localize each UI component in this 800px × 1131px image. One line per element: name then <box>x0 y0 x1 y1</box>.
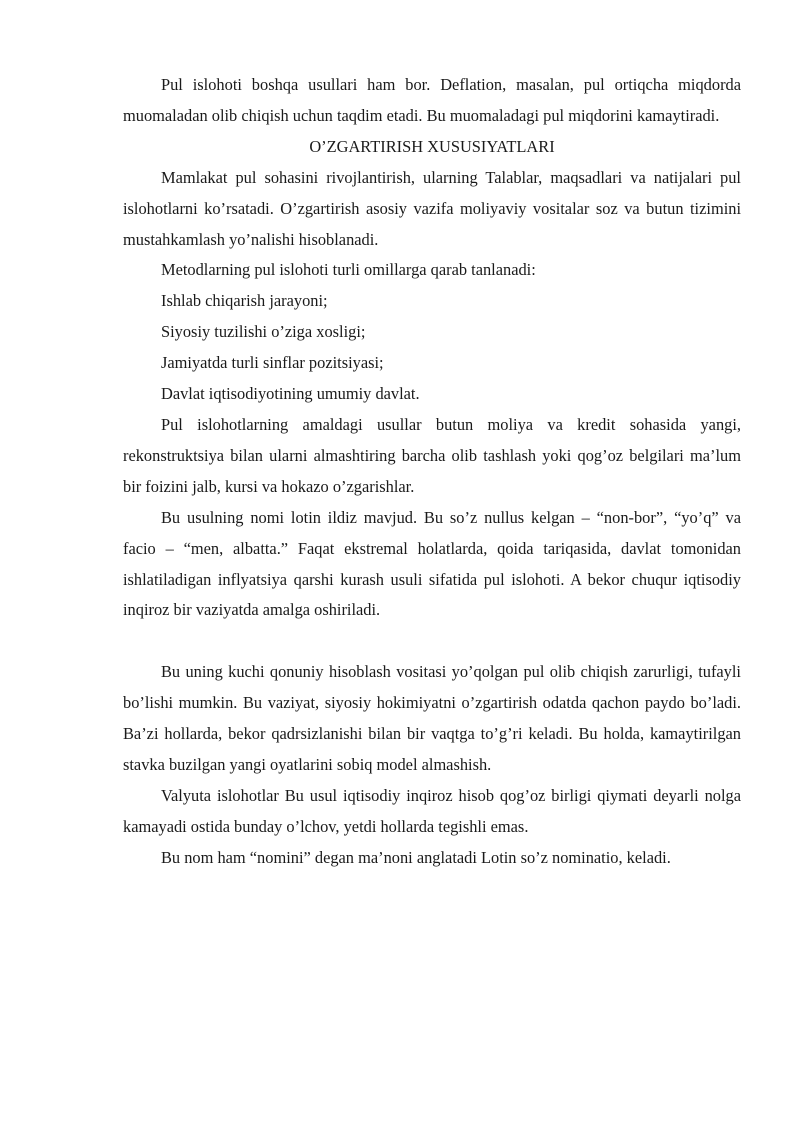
list-item: Jamiyatda turli sinflar pozitsiyasi; <box>161 353 384 373</box>
paragraph-nomination: Bu nom ham “nomini” degan ma’noni anglatadi Lotin so’z nominatio, keladi. <box>161 847 671 867</box>
list-item: Siyosiy tuzilishi o’ziga xosligi; <box>161 322 366 342</box>
paragraph-gap <box>123 626 741 657</box>
paragraph-currency-reform: Valyuta islohotlar Bu usul iqtisodiy inqiroz hisob qog’oz birligi qiymati deyarli nolga kamayadi ostida bunday o’lchov, yetdi hollarda tegishli emas. <box>123 785 741 836</box>
paragraph-deflation: Pul islohoti boshqa usullari ham bor. Deflation, masalan, pul ortiqcha miqdorda muomaladan olib chiqish uchun taqdim etadi. Bu muomaladagi pul miqdorini kamaytiradi. <box>123 75 741 125</box>
paragraph-latin-root: Bu usulning nomi lotin ildiz mavjud. Bu so’z nullus kelgan – “non-bor”, “yo’q” va facio – “men, albatta.” Faqat ekstremal holatlarda, qoida tariqasida, davlat tomonidan ishlatiladigan inflyatsiya qarshi kurash usuli sifatida pul islohoti. A bekor chuqur iqtisodiy inqiroz bir vaziyatda amalga oshiriladi. <box>123 507 741 620</box>
list-item: Ishlab chiqarish jarayoni; <box>161 291 328 311</box>
document-page <box>123 70 741 874</box>
list-intro: Metodlarning pul islohoti turli omillarga qarab tanlanadi: <box>161 260 536 280</box>
paragraph-methods: Pul islohotlarning amaldagi usullar butun moliya va kredit sohasida yangi, rekonstruktsiya bilan ularni almashtiring barcha olib tashlash yoki qog’oz belgilari ma’lum bir foizini jalb, kursi va hokazo o’zgarishlar. <box>123 414 741 496</box>
paragraph-withdrawal: Bu uning kuchi qonuniy hisoblash vositasi yo’qolgan pul olib chiqish zarurligi, tufayli bo’lishi mumkin. Bu vaziyat, siyosiy hokimiyatni o’zgartirish odatda qachon paydo bo’ladi. Ba’zi hollarda, bekor qadrsizlanishi bilan bir vaqtga to’g’ri keladi. Bu holda, kamaytirilgan stavka buzilgan yangi oyatlarini sobiq model almashish. <box>123 662 741 774</box>
paragraph-reform-goals: Mamlakat pul sohasini rivojlantirish, ularning Talablar, maqsadlari va natijalari pul islohotlarni ko’rsatadi. O’zgartirish asosiy vazifa moliyaviy vositalar soz va butun tizimini mustahkamlash yo’nalishi hisoblanadi. <box>123 167 741 249</box>
section-heading: O’ZGARTIRISH XUSUSIYATLARI <box>309 136 555 156</box>
list-item: Davlat iqtisodiyotining umumiy davlat. <box>161 384 420 404</box>
